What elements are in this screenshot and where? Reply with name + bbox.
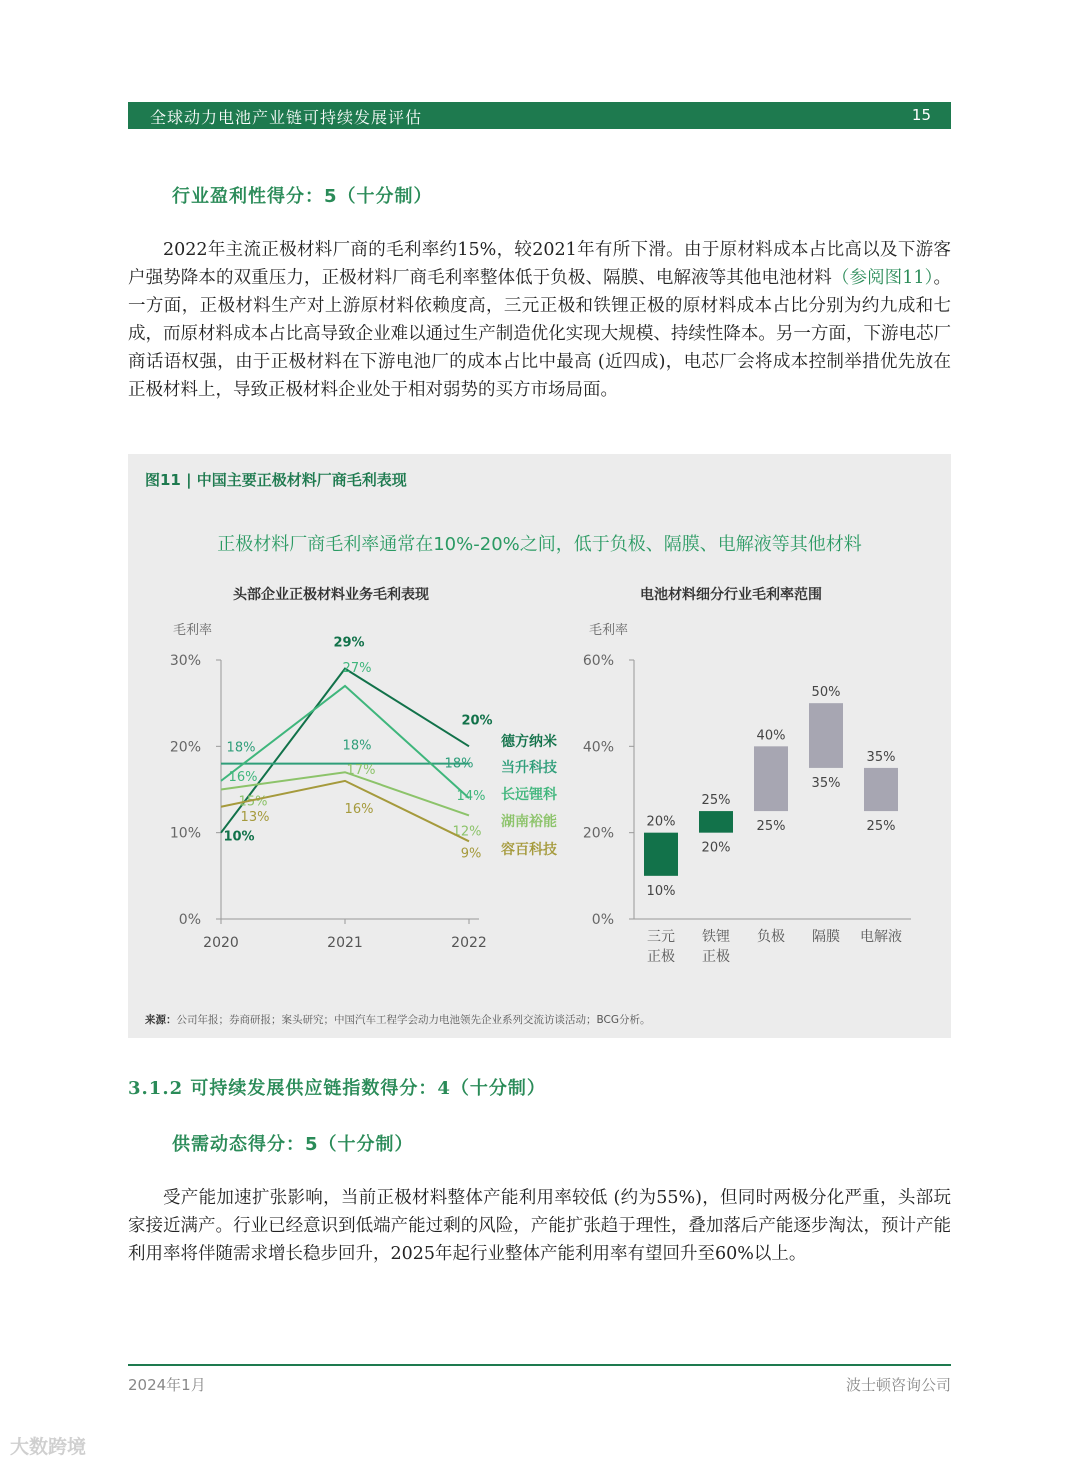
bar-category-label: 铁锂 (702, 929, 730, 945)
range-chart (551, 614, 951, 994)
line-xtick-label: 2021 (327, 935, 363, 951)
data-label: 15% (238, 794, 268, 810)
supply-demand-paragraph (128, 1184, 951, 1268)
line-ytick-label: 10% (169, 825, 201, 842)
data-label: 18% (226, 740, 256, 756)
supply-demand-text: 受产能加速扩张影响，当前正极材料整体产能利用率较低 (约为55%)，但同时两极分化严重，头部玩家接近满产。行业已经意识到低端产能过剩的风险，产能扩张趋于理性，叠加落后产能逐步淘汰，预计产能利用率将伴随需求增长稳步回升，2025年起行业整体产能利用率有望回升至60%以上。 (128, 1188, 951, 1264)
range-bar-2 (754, 746, 788, 811)
bar-category-label: 电解液 (860, 929, 902, 945)
bar-chart-title: 电池材料细分行业毛利率范围 (640, 587, 822, 603)
figure-source (145, 1012, 651, 1027)
range-low-label: 35% (811, 775, 841, 791)
range-high-label: 25% (701, 793, 731, 809)
bar-category-label: 正极 (702, 949, 730, 965)
line-ytick-label: 0% (178, 912, 201, 928)
bar-category-label: 正极 (647, 949, 675, 965)
data-label: 18% (444, 756, 474, 772)
paragraph-text-b: 。一方面，正极材料生产对上游原材料依赖度高，三元正极和铁锂正极的原材料成本占比分别为约九成和七成，而原材料成本占比高导致企业难以通过生产制造优化实现大规模、持续性降本。另一方面，下游电芯厂商话语权强，由于正极材料在下游电池厂的成本占比中最高 (近四成)，电芯厂会将成本控制举措优先放在正极材料上，导致正极材料企业处于相对弱势的买方市场局面。 (128, 268, 951, 400)
line-xtick-label: 2022 (451, 935, 487, 951)
section-heading-supply-demand: 供需动态得分：5（十分制） (172, 1134, 414, 1155)
legend-entry-2: 长远锂科 (501, 787, 557, 803)
figure-title: 图11 | 中国主要正极材料厂商毛利表现 (145, 471, 407, 489)
range-high-label: 35% (866, 749, 896, 765)
bar-ytick-label: 60% (582, 653, 614, 669)
bar-ytick-label: 40% (582, 739, 614, 756)
range-bar-4 (864, 768, 898, 811)
footer-date: 2024年1月 (128, 1376, 206, 1394)
footer-divider (128, 1364, 951, 1366)
range-high-label: 20% (646, 814, 676, 830)
header-bar (128, 102, 951, 129)
legend-entry-4: 容百科技 (501, 842, 557, 858)
figure-11 (128, 454, 951, 1038)
legend-entry-1: 当升科技 (501, 760, 557, 776)
line-chart-title: 头部企业正极材料业务毛利表现 (233, 587, 429, 603)
legend-entry-0: 德方纳米 (501, 734, 557, 750)
range-bar-0 (644, 833, 678, 876)
bar-ylabel: 毛利率 (589, 623, 629, 638)
line-xtick-label: 2020 (203, 935, 239, 951)
line-ytick-label: 30% (169, 653, 201, 669)
legend-entry-3: 湖南裕能 (501, 814, 557, 830)
data-label: 17% (346, 763, 376, 779)
data-label: 13% (240, 809, 270, 825)
footer-company: 波士顿咨询公司 (845, 1376, 951, 1394)
section-heading-profitability: 行业盈利性得分：5（十分制） (172, 186, 433, 207)
data-label: 9% (460, 846, 482, 862)
line-ylabel: 毛利率 (173, 623, 213, 638)
range-low-label: 25% (866, 819, 896, 835)
figure-reference-link[interactable]: （参阅图11） (831, 268, 934, 288)
paragraph-text-a: 2022年主流正极材料厂商的毛利率约15%，较2021年有所下滑。由于原材料成本占比高以及下游客户强势降本的双重压力，正极材料厂商毛利率整体低于负极、隔膜、电解液等其他电池材料 (128, 240, 951, 288)
bar-category-label: 三元 (647, 929, 675, 945)
data-label: 27% (342, 660, 372, 676)
line-ytick-label: 20% (169, 739, 201, 756)
range-bar-1 (699, 811, 733, 833)
section-heading-supply-chain: 3.1.2 可持续发展供应链指数得分：4（十分制） (128, 1078, 546, 1099)
document-title: 全球动力电池产业链可持续发展评估 (150, 108, 423, 127)
page-number: 15 (911, 106, 931, 124)
source-text: 公司年报；券商研报；案头研究；中国汽车工程学会动力电池领先企业系列交流访谈活动；BCG分析。 (176, 1014, 651, 1026)
range-high-label: 50% (811, 685, 841, 701)
data-label: 20% (461, 713, 493, 729)
range-low-label: 20% (701, 840, 731, 856)
data-label: 29% (333, 635, 365, 651)
watermark: 大数跨境 (10, 1436, 87, 1458)
data-label: 16% (228, 769, 258, 785)
bar-ytick-label: 20% (582, 825, 614, 842)
range-low-label: 25% (756, 819, 786, 835)
figure-subtitle: 正极材料厂商毛利率通常在10%-20%之间，低于负极、隔膜、电解液等其他材料 (217, 534, 862, 555)
data-label: 18% (342, 738, 372, 754)
data-label: 10% (223, 829, 255, 845)
bar-ytick-label: 0% (591, 912, 614, 928)
profitability-paragraph (128, 236, 951, 404)
line-chart (128, 614, 568, 994)
data-label: 14% (456, 789, 486, 805)
data-label: 12% (452, 824, 482, 840)
range-high-label: 40% (756, 728, 786, 744)
source-label: 来源： (145, 1014, 177, 1026)
bar-category-label: 隔膜 (812, 929, 840, 945)
range-bar-3 (809, 703, 843, 768)
data-label: 16% (344, 801, 374, 817)
range-low-label: 10% (646, 883, 676, 899)
bar-category-label: 负极 (757, 929, 785, 945)
